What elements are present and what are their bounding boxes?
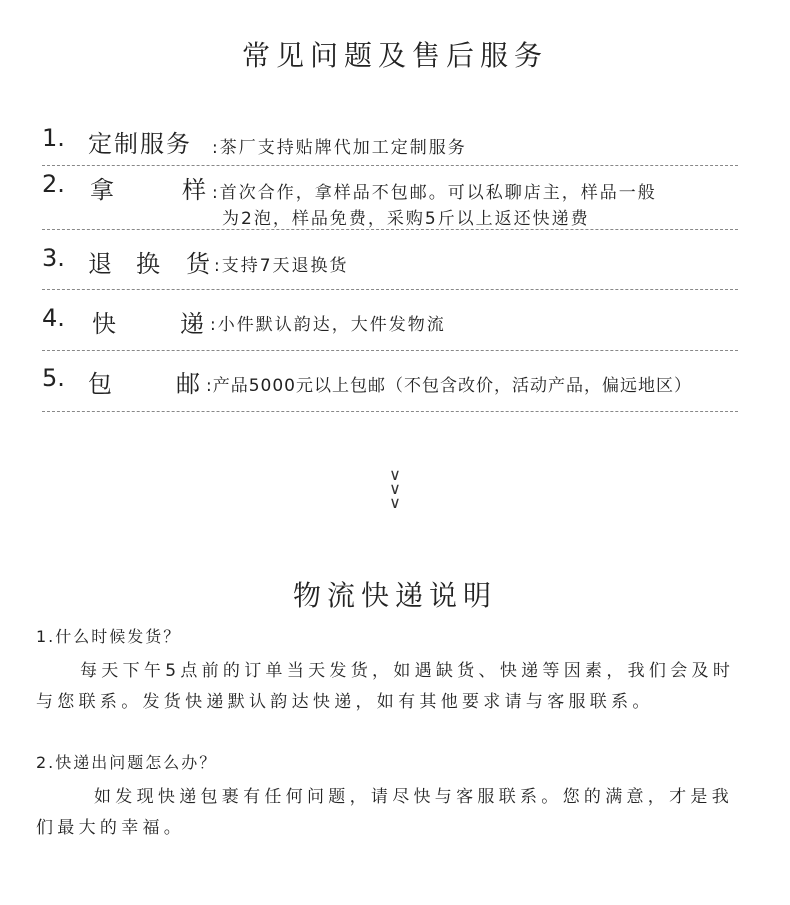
item-desc: :支持7天退换货 (214, 256, 349, 276)
faq-title: 常见问题及售后服务 (241, 39, 548, 72)
item-label-a: 快 (92, 310, 116, 338)
item-desc: :茶厂支持贴牌代加工定制服务 (212, 138, 467, 158)
chevron-down-icon: ∨ (389, 479, 401, 498)
answer-2-line-1: 如发现快递包裹有任何问题，请尽快与客服联系。您的满意，才是我 (94, 787, 733, 807)
item-label-b: 样 (182, 176, 206, 204)
item-desc: :产品5000元以上包邮（不包含改价，活动产品，偏远地区） (206, 376, 692, 396)
divider-line (42, 289, 738, 290)
divider-line (42, 350, 738, 351)
item-label-a: 包 (88, 370, 112, 398)
item-number: 5. (42, 364, 65, 392)
divider-line (42, 165, 738, 166)
item-desc-cont: 为2泡，样品免费，采购5斤以上返还快递费 (222, 209, 590, 229)
answer-2-line-2: 们最大的幸福。 (36, 818, 186, 838)
divider-line (42, 229, 738, 230)
chevron-down-icon: ∨ (389, 465, 401, 484)
item-desc: :小件默认韵达，大件发物流 (210, 315, 446, 335)
chevron-down-icon: ∨ (389, 493, 401, 512)
item-number: 1. (42, 124, 65, 152)
question-1: 1.什么时候发货？ (36, 627, 182, 646)
item-label-b: 邮 (176, 370, 200, 398)
item-number: 3. (42, 244, 65, 272)
divider-line (42, 411, 738, 412)
item-label-a: 退 (88, 250, 112, 278)
answer-1-line-1: 每天下午5点前的订单当天发货，如遇缺货、快递等因素，我们会及时 (80, 661, 735, 681)
shipping-title: 物流快递说明 (292, 579, 497, 612)
item-desc: :首次合作，拿样品不包邮。可以私聊店主，样品一般 (212, 183, 657, 203)
item-number: 4. (42, 304, 65, 332)
item-label-m: 换 (136, 250, 160, 278)
item-label-b: 货 (186, 250, 210, 278)
item-number: 2. (42, 170, 65, 198)
item-label-a: 拿 (90, 176, 114, 204)
question-2: 2.快递出问题怎么办？ (36, 753, 218, 772)
item-label-b: 递 (180, 310, 204, 338)
item-label: 定制服务 (88, 130, 192, 158)
answer-1-line-2: 与您联系。发货快递默认韵达快递，如有其他要求请与客服联系。 (36, 692, 654, 712)
